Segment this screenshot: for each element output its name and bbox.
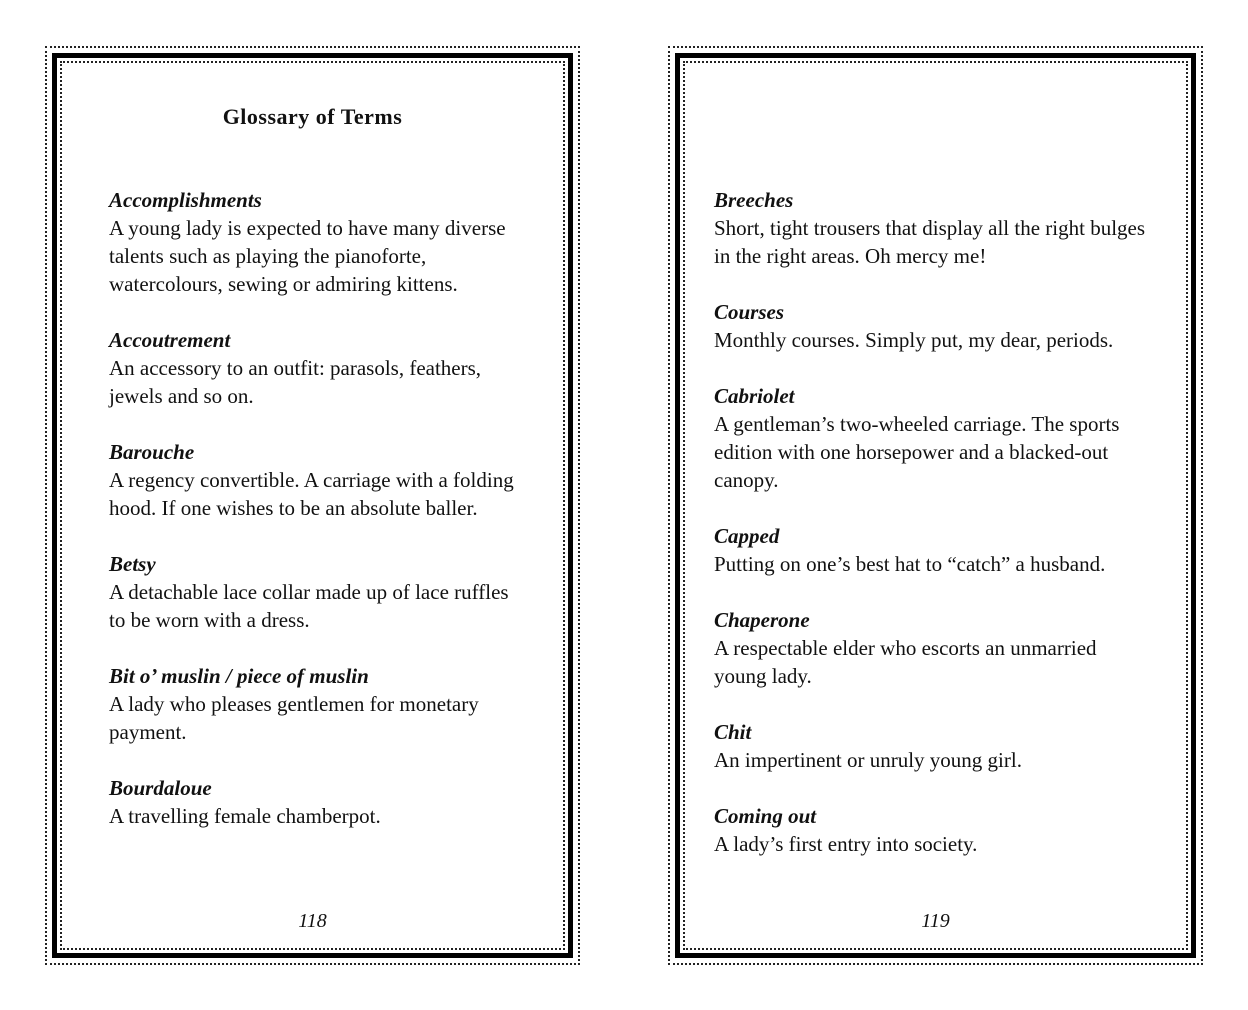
entry-definition: Putting on one’s best hat to “catch” a husband.: [714, 552, 1106, 576]
entry-term: Accoutrement: [109, 328, 231, 352]
glossary-entry: [109, 662, 529, 746]
glossary-entry: [714, 522, 1154, 578]
glossary-entries: [109, 186, 529, 858]
entry-term: Capped: [714, 524, 780, 548]
entry-definition: A detachable lace collar made up of lace ruffles to be worn with a dress.: [109, 580, 509, 632]
entry-term: Chaperone: [714, 608, 810, 632]
entry-term: Bit o’ muslin / piece of muslin: [109, 664, 369, 688]
entry-definition: A gentleman’s two-wheeled carriage. The sports edition with one horsepower and a blacked-out canopy.: [714, 412, 1120, 492]
page-number: 119: [921, 910, 950, 932]
entry-term: Barouche: [109, 440, 195, 464]
entry-term: Accomplishments: [109, 188, 262, 212]
entry-definition: A travelling female chamberpot.: [109, 804, 381, 828]
entry-definition: Monthly courses. Simply put, my dear, periods.: [714, 328, 1114, 352]
entry-definition: A lady’s first entry into society.: [714, 832, 978, 856]
entry-definition: An accessory to an outfit: parasols, feathers, jewels and so on.: [109, 356, 482, 408]
entry-definition: An impertinent or unruly young girl.: [714, 748, 1022, 772]
glossary-entry: [714, 718, 1154, 774]
glossary-entry: [109, 774, 529, 830]
glossary-entry: [714, 606, 1154, 690]
glossary-entry: [109, 326, 529, 410]
entry-term: Cabriolet: [714, 384, 795, 408]
glossary-entry: [714, 186, 1154, 270]
entry-definition: A respectable elder who escorts an unmarried young lady.: [714, 636, 1097, 688]
entry-term: Chit: [714, 720, 752, 744]
entry-definition: A regency convertible. A carriage with a folding hood. If one wishes to be an absolute baller.: [109, 468, 514, 520]
glossary-entry: [714, 382, 1154, 494]
entry-term: Coming out: [714, 804, 817, 828]
glossary-entries: [714, 186, 1154, 886]
entry-term: Courses: [714, 300, 785, 324]
page-title: Glossary of Terms: [222, 104, 403, 129]
glossary-entry: [714, 802, 1154, 858]
entry-term: Betsy: [109, 552, 156, 576]
left-page: [45, 46, 580, 965]
glossary-entry: [109, 550, 529, 634]
entry-definition: A lady who pleases gentlemen for monetary payment.: [109, 692, 479, 744]
entry-term: Breeches: [714, 188, 794, 212]
entry-term: Bourdaloue: [109, 776, 212, 800]
glossary-entry: [109, 186, 529, 298]
right-page: [668, 46, 1203, 965]
entry-definition: A young lady is expected to have many diverse talents such as playing the pianoforte, watercolours, sewing or admiring kittens.: [109, 216, 506, 296]
entry-definition: Short, tight trousers that display all the right bulges in the right areas. Oh mercy me!: [714, 216, 1146, 268]
page-number: 118: [298, 910, 327, 932]
glossary-entry: [109, 438, 529, 522]
glossary-entry: [714, 298, 1154, 354]
